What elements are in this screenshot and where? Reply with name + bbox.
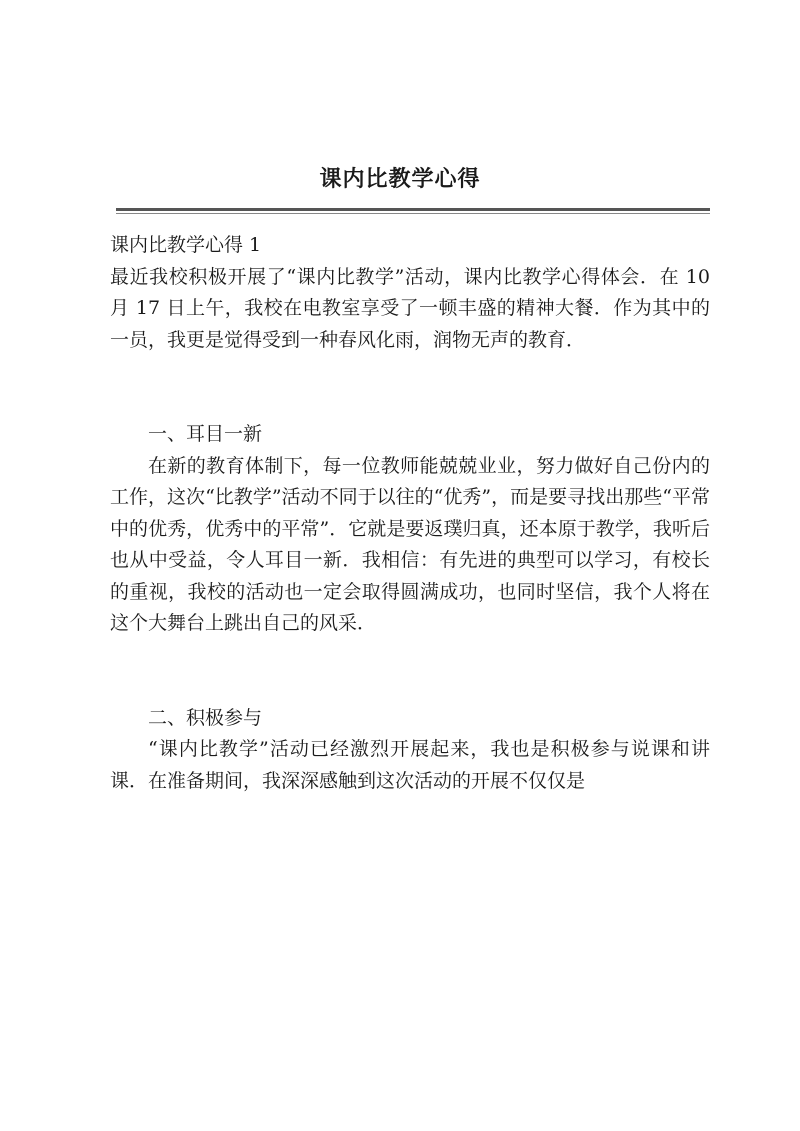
paragraph-gap (110, 671, 710, 703)
section-heading-1: 一、耳目一新 (148, 423, 263, 445)
section-paragraph-1: 在新的教育体制下，每一位教师能兢兢业业，努力做好自己份内的工作，这次“比教学”活动不同于以往的“优秀”，而是要寻找出那些“平常中的优秀，优秀中的平常”．它就是要返璞归真，还本原于教学，我听后也从中受益，令人耳目一新．我相信：有先进的典型可以学习，有校长的重视，我校的活动也一定会取得圆满成功，也同时坚信，我个人将在这个大舞台上跳出自己的风采． (110, 454, 710, 634)
paragraph-gap (110, 356, 710, 388)
paragraph-gap (110, 640, 710, 672)
section-heading-2: 二、积极参与 (148, 706, 263, 729)
section-paragraph-2: “课内比教学”活动已经激烈开展起来，我也是积极参与说课和讲课．在准备期间，我深深感触到这次活动的开展不仅仅是 (110, 738, 710, 792)
title-divider-thin (116, 213, 710, 214)
intro-paragraph: 最近我校积极开展了“课内比教学”活动，课内比教学心得体会．在 10 月 17 日上午，我校在电教室享受了一顿丰盛的精神大餐．作为其中的一员，我更是觉得受到一种春风化雨，润物无声的教育． (110, 265, 710, 351)
paragraph-gap (110, 388, 710, 420)
document-subtitle: 课内比教学心得 1 (110, 234, 262, 256)
title-divider (116, 208, 710, 211)
document-body (110, 230, 710, 797)
document-title: 课内比教学心得 (319, 166, 481, 192)
